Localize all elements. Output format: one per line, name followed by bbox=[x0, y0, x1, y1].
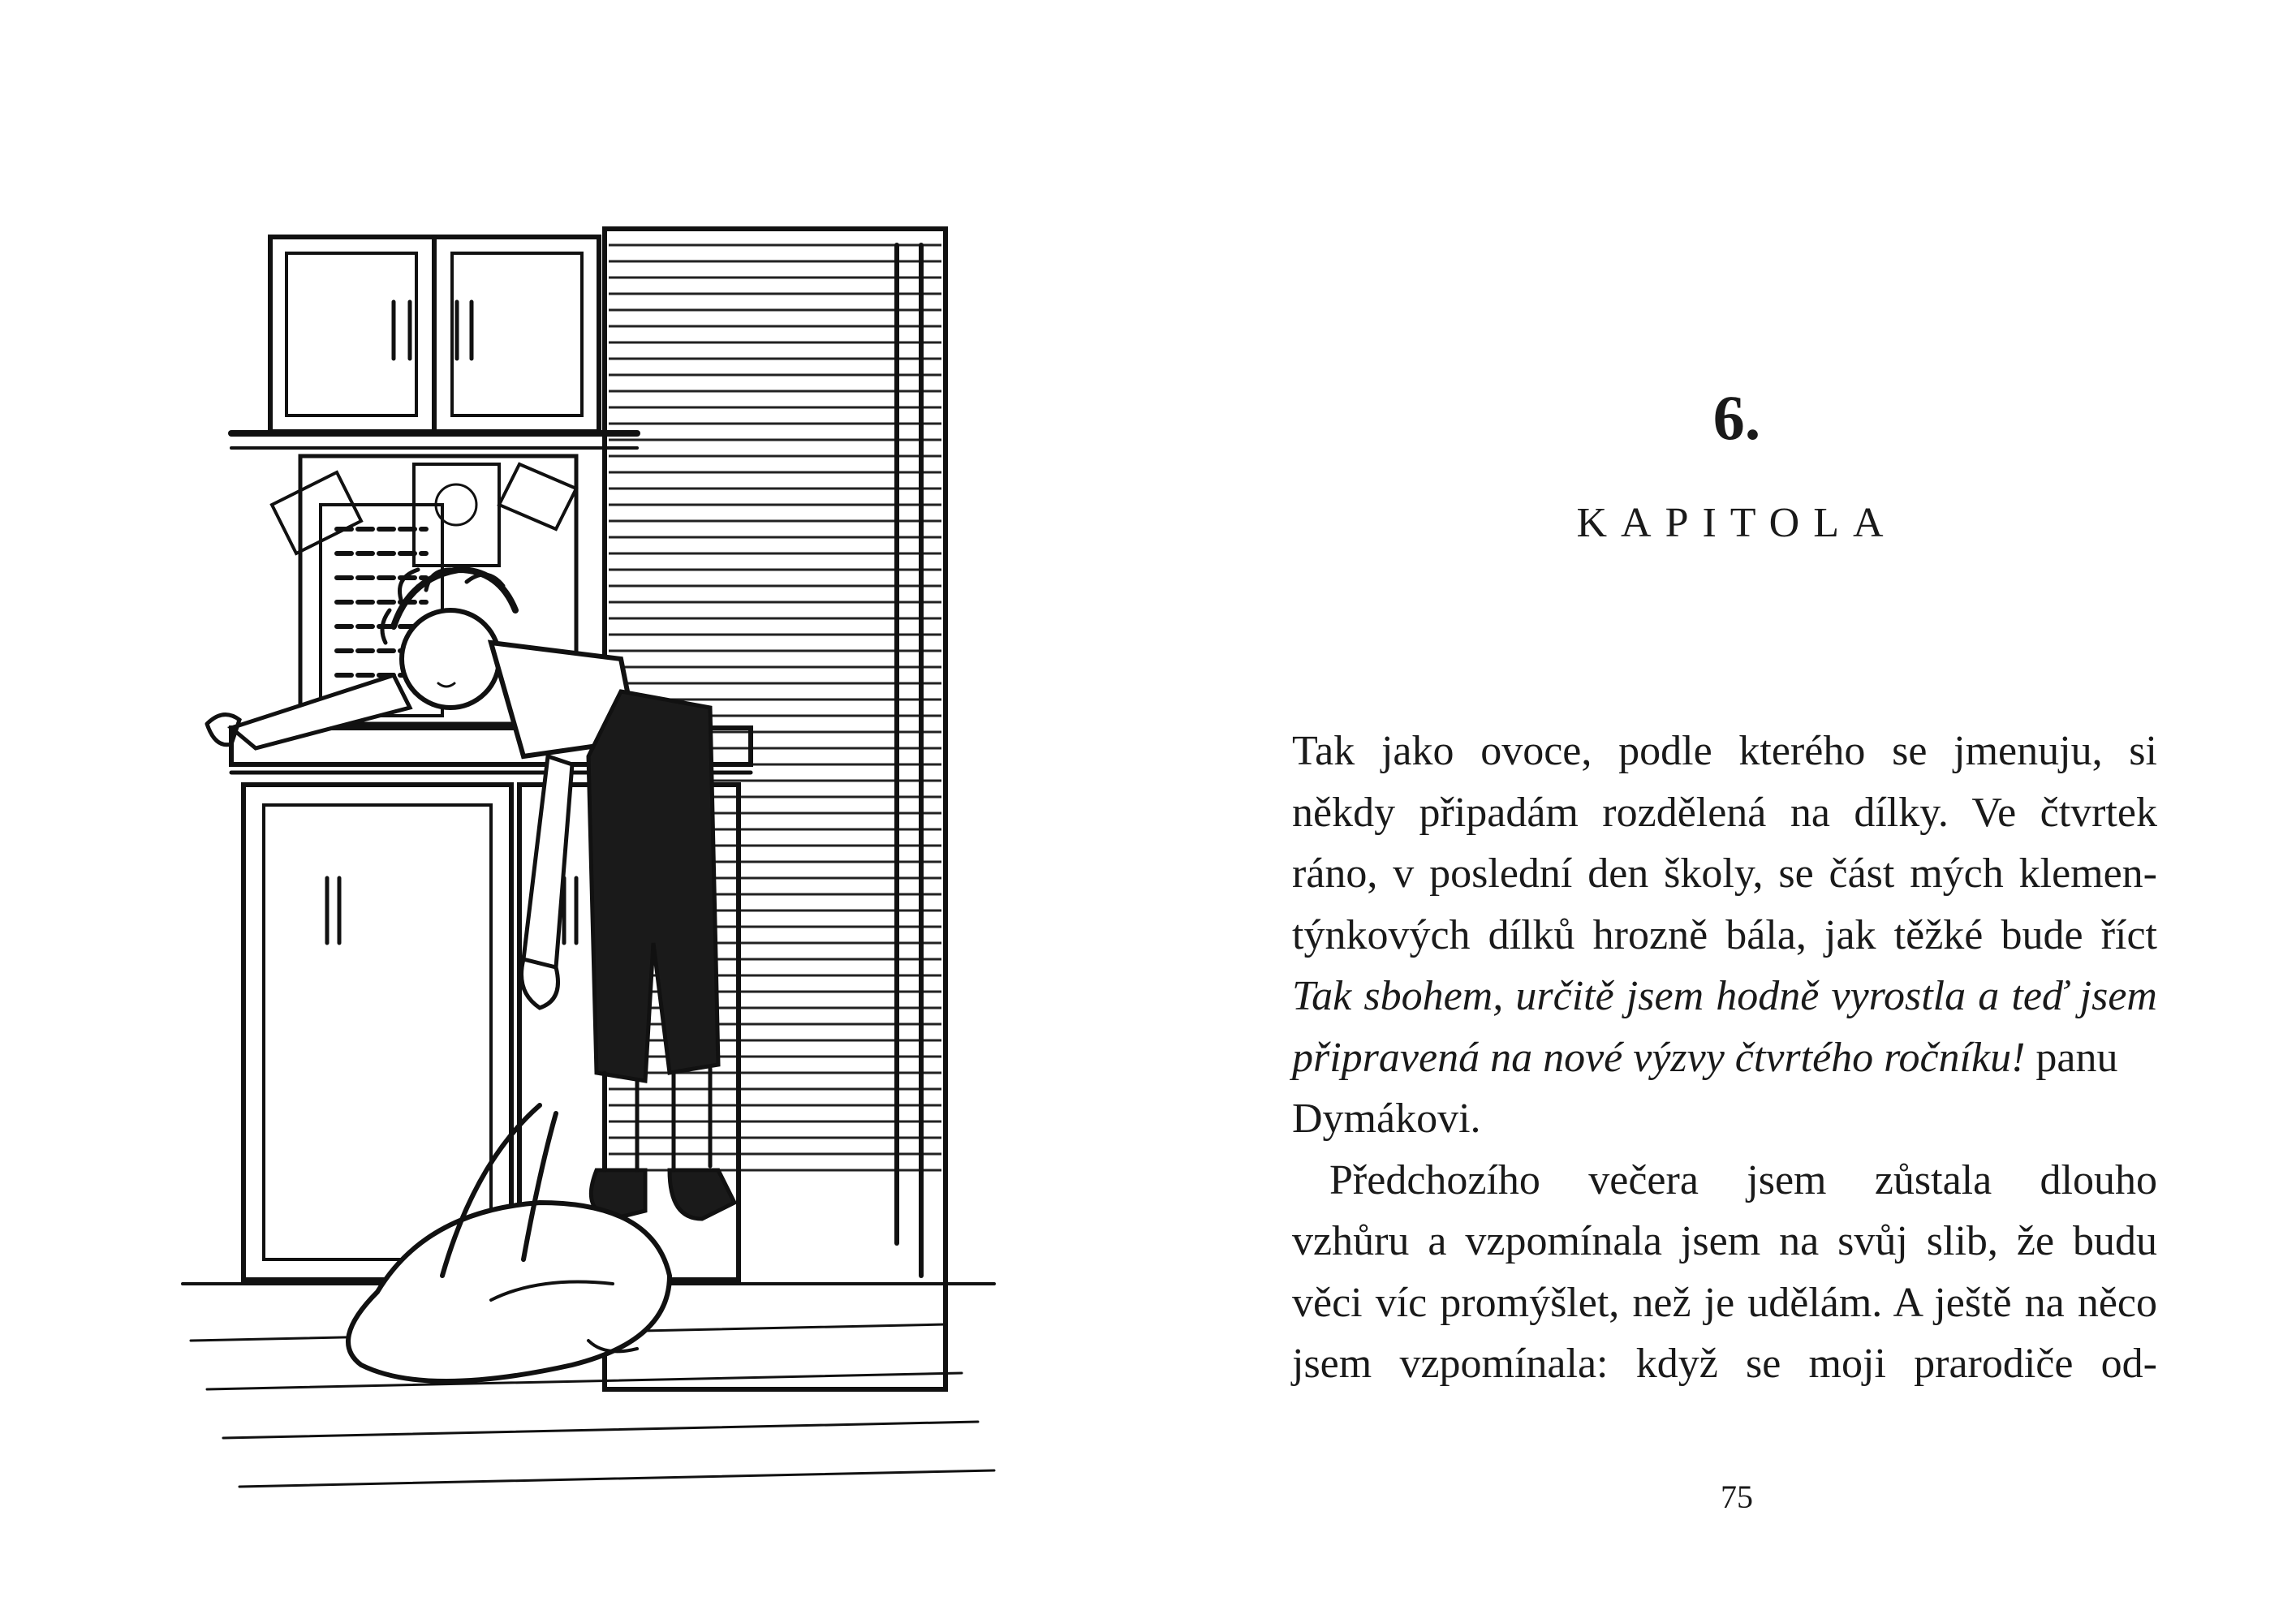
text-line: věci víc promýšlet, než je udělám. A ještě na něco bbox=[1292, 1279, 2157, 1326]
text-fragment: panu bbox=[2025, 1034, 2118, 1081]
text-line-mixed bbox=[1292, 1027, 2157, 1089]
text-line: jsem vzpomínala: když se moji prarodiče od- bbox=[1292, 1341, 2157, 1387]
italic-phrase: připravená na nové výzvy čtvrtého ročníku! bbox=[1292, 1034, 2026, 1081]
text-line: Předchozího večera jsem zůstala dlouho bbox=[1329, 1156, 2157, 1203]
text-line: Dymákovi. bbox=[1292, 1096, 1481, 1142]
page-number: 75 bbox=[1721, 1479, 1753, 1515]
text-line: ráno, v poslední den školy, se část mých klemen- bbox=[1292, 850, 2157, 897]
text-line: Tak jako ovoce, podle kterého se jmenuju, si bbox=[1292, 728, 2157, 774]
text-line: týnkových dílků hrozně bála, jak těžké bude říct bbox=[1292, 911, 2157, 958]
illustration-drawing bbox=[69, 123, 1142, 1552]
girl-pants bbox=[588, 691, 718, 1081]
chapter-label: KAPITOLA bbox=[1576, 500, 1898, 546]
text-line-italic bbox=[1292, 966, 2157, 1027]
girl-head bbox=[402, 610, 499, 708]
chapter-number: 6. bbox=[1712, 382, 1761, 453]
text-line: vzhůru a vzpomínala jsem na svůj slib, že budu bbox=[1292, 1218, 2157, 1264]
italic-phrase: Tak sbohem, určitě jsem hodně vyrostla a teď jsem bbox=[1292, 973, 2157, 1019]
text-line: někdy připadám rozdělená na dílky. Ve čtvrtek bbox=[1292, 789, 2157, 836]
chapter-body-text bbox=[1292, 721, 2157, 1395]
chapter-illustration bbox=[69, 123, 1142, 1552]
